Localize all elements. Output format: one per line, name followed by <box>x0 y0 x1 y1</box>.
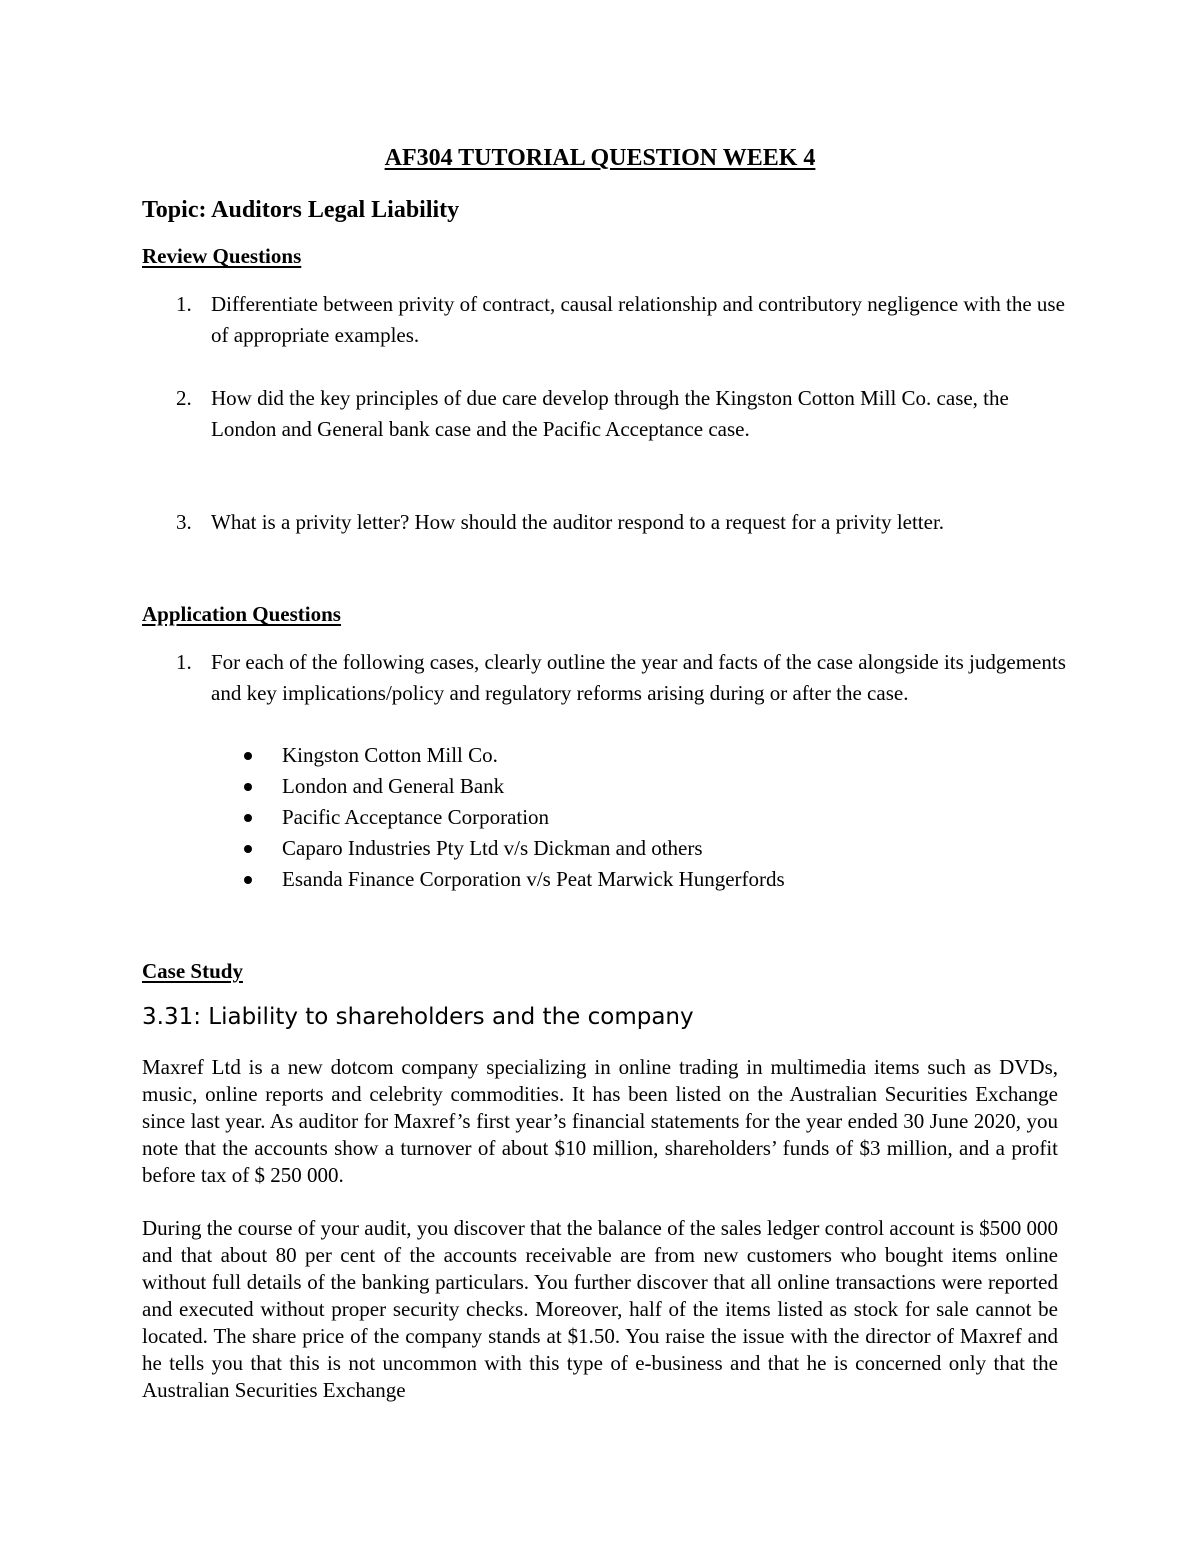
bullet-icon <box>244 783 252 791</box>
review-question-2 <box>142 383 1072 445</box>
case-name: Caparo Industries Pty Ltd v/s Dickman and others <box>282 836 703 860</box>
case-name: Kingston Cotton Mill Co. <box>282 743 498 767</box>
question-number: 2. <box>176 386 192 410</box>
application-question-1 <box>142 647 1072 709</box>
question-number: 1. <box>176 650 192 674</box>
question-text: What is a privity letter? How should the auditor respond to a request for a privity letter. <box>211 510 945 534</box>
list-item <box>211 833 785 864</box>
case-study-paragraph-2: During the course of your audit, you discover that the balance of the sales ledger control account is $500 000 and that about 80 per cent of the accounts receivable are from new customers who bought items online without full details of the banking particulars. You further discover that all online transactions were reported and executed without proper security checks. Moreover, half of the items listed as stock for sale cannot be located. The share price of the company stands at $1.50. You raise the issue with the director of Maxref and he tells you that this is not uncommon with this type of e-business and that he is concerned only that the Australian Securities Exchange <box>142 1216 1058 1402</box>
document-title: AF304 TUTORIAL QUESTION WEEK 4 <box>384 145 816 171</box>
review-questions-heading: Review Questions <box>142 244 302 268</box>
case-name: Esanda Finance Corporation v/s Peat Marwick Hungerfords <box>282 867 785 891</box>
question-text: Differentiate between privity of contract, causal relationship and contributory negligence with the use of appropriate examples. <box>211 292 1065 347</box>
topic-heading: Topic: Auditors Legal Liability <box>142 197 460 223</box>
question-text: For each of the following cases, clearly outline the year and facts of the case alongside its judgements and key implications/policy and regulatory reforms arising during or after the case. <box>211 650 1066 705</box>
list-item <box>211 864 785 895</box>
list-item <box>211 740 785 771</box>
review-question-3 <box>142 507 1072 538</box>
question-number: 1. <box>176 292 192 316</box>
bullet-icon <box>244 876 252 884</box>
application-questions-heading: Application Questions <box>142 602 341 626</box>
case-study-heading: Case Study <box>142 959 243 983</box>
review-question-1 <box>142 289 1072 351</box>
case-name: London and General Bank <box>282 774 505 798</box>
bullet-icon <box>244 752 252 760</box>
case-name: Pacific Acceptance Corporation <box>282 805 550 829</box>
bullet-icon <box>244 845 252 853</box>
case-study-paragraph-1: Maxref Ltd is a new dotcom company specializing in online trading in multimedia items such as DVDs, music, online reports and celebrity commodities. It has been listed on the Australian Securities Exchange since last year. As auditor for Maxref’s first year’s financial statements for the year ended 30 June 2020, you note that the accounts show a turnover of about $10 million, shareholders’ funds of $3 million, and a profit before tax of $ 250 000. <box>142 1055 1058 1187</box>
list-item <box>211 771 785 802</box>
question-text: How did the key principles of due care develop through the Kingston Cotton Mill Co. case, the London and General bank case and the Pacific Acceptance case. <box>211 386 1009 441</box>
list-item <box>211 802 785 833</box>
question-number: 3. <box>176 510 192 534</box>
case-study-subheading: 3.31: Liability to shareholders and the company <box>142 1004 694 1030</box>
bullet-icon <box>244 814 252 822</box>
case-list <box>211 740 785 895</box>
